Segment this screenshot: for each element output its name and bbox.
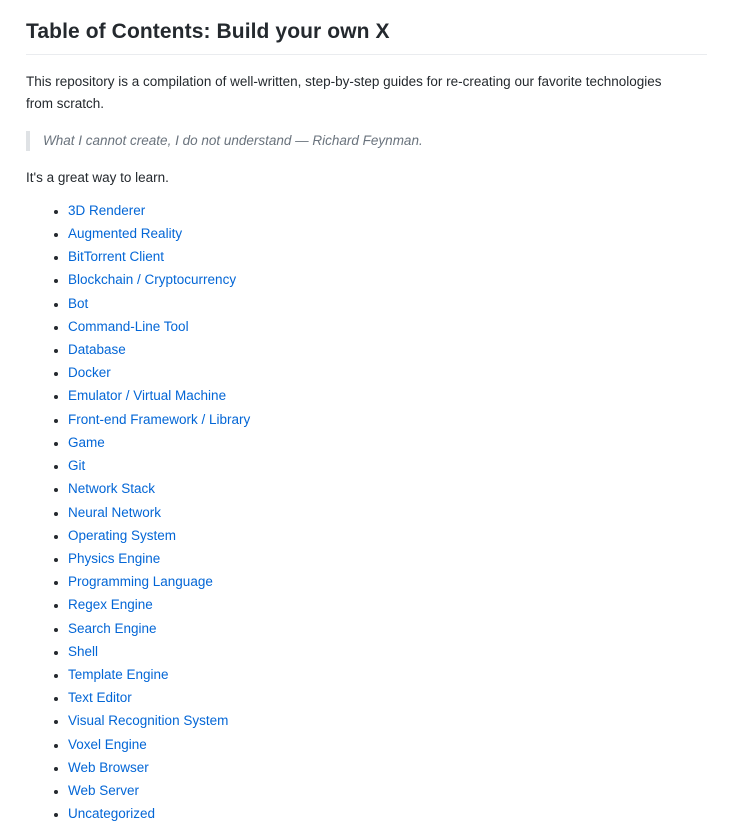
list-item (68, 547, 707, 570)
list-item (68, 733, 707, 756)
toc-link-database[interactable]: Database (68, 342, 126, 358)
page-title: Table of Contents: Build your own X (26, 20, 390, 43)
list-item (68, 501, 707, 524)
toc-link-bot[interactable]: Bot (68, 295, 89, 311)
toc-link-text-editor[interactable]: Text Editor (68, 690, 132, 706)
list-item (68, 315, 707, 338)
list-item (68, 245, 707, 268)
list-item (68, 477, 707, 500)
quote-text: What I cannot create, I do not understand — Richard Feynman. (43, 133, 423, 149)
list-item (68, 617, 707, 640)
list-item (68, 709, 707, 732)
list-item (68, 756, 707, 779)
list-item (68, 454, 707, 477)
toc-link-visual-recognition-system[interactable]: Visual Recognition System (68, 713, 229, 729)
toc-link-augmented-reality[interactable]: Augmented Reality (68, 226, 183, 242)
toc-link-uncategorized[interactable]: Uncategorized (68, 806, 156, 822)
toc-link-docker[interactable]: Docker (68, 365, 111, 381)
list-item (68, 361, 707, 384)
intro-paragraph: This repository is a compilation of well-written, step-by-step guides for re-creating our favorite technologies from scratch. (26, 74, 662, 112)
toc-link-3d-renderer[interactable]: 3D Renderer (68, 202, 146, 218)
toc-link-network-stack[interactable]: Network Stack (68, 481, 156, 497)
toc-link-programming-language[interactable]: Programming Language (68, 574, 213, 590)
list-item (68, 292, 707, 315)
list-item (68, 779, 707, 802)
list-item (68, 222, 707, 245)
toc-link-neural-network[interactable]: Neural Network (68, 504, 162, 520)
title-divider (26, 54, 707, 55)
table-of-contents-list (26, 199, 707, 825)
toc-link-web-server[interactable]: Web Server (68, 782, 140, 798)
toc-link-shell[interactable]: Shell (68, 643, 99, 659)
toc-link-git[interactable]: Git (68, 458, 86, 474)
toc-link-search-engine[interactable]: Search Engine (68, 620, 157, 636)
toc-link-command-line-tool[interactable]: Command-Line Tool (68, 318, 189, 334)
list-item (68, 640, 707, 663)
list-item (68, 663, 707, 686)
tagline-paragraph: It's a great way to learn. (26, 170, 169, 186)
toc-link-blockchain-cryptocurrency[interactable]: Blockchain / Cryptocurrency (68, 272, 237, 288)
toc-link-operating-system[interactable]: Operating System (68, 527, 177, 543)
toc-link-regex-engine[interactable]: Regex Engine (68, 597, 153, 613)
toc-link-game[interactable]: Game (68, 434, 105, 450)
list-item (68, 431, 707, 454)
toc-link-emulator-virtual-machine[interactable]: Emulator / Virtual Machine (68, 388, 227, 404)
toc-link-template-engine[interactable]: Template Engine (68, 666, 169, 682)
list-item (68, 199, 707, 222)
toc-link-front-end-framework-library[interactable]: Front-end Framework / Library (68, 411, 251, 427)
list-item (68, 524, 707, 547)
toc-link-physics-engine[interactable]: Physics Engine (68, 550, 161, 566)
list-item (68, 570, 707, 593)
list-item (68, 384, 707, 407)
list-item (68, 686, 707, 709)
list-item (68, 408, 707, 431)
list-item (68, 593, 707, 616)
list-item (68, 268, 707, 291)
list-item (68, 338, 707, 361)
list-item (68, 802, 707, 825)
toc-link-web-browser[interactable]: Web Browser (68, 759, 149, 775)
toc-link-voxel-engine[interactable]: Voxel Engine (68, 736, 147, 752)
feynman-quote (26, 131, 707, 151)
toc-link-bittorrent-client[interactable]: BitTorrent Client (68, 249, 165, 265)
